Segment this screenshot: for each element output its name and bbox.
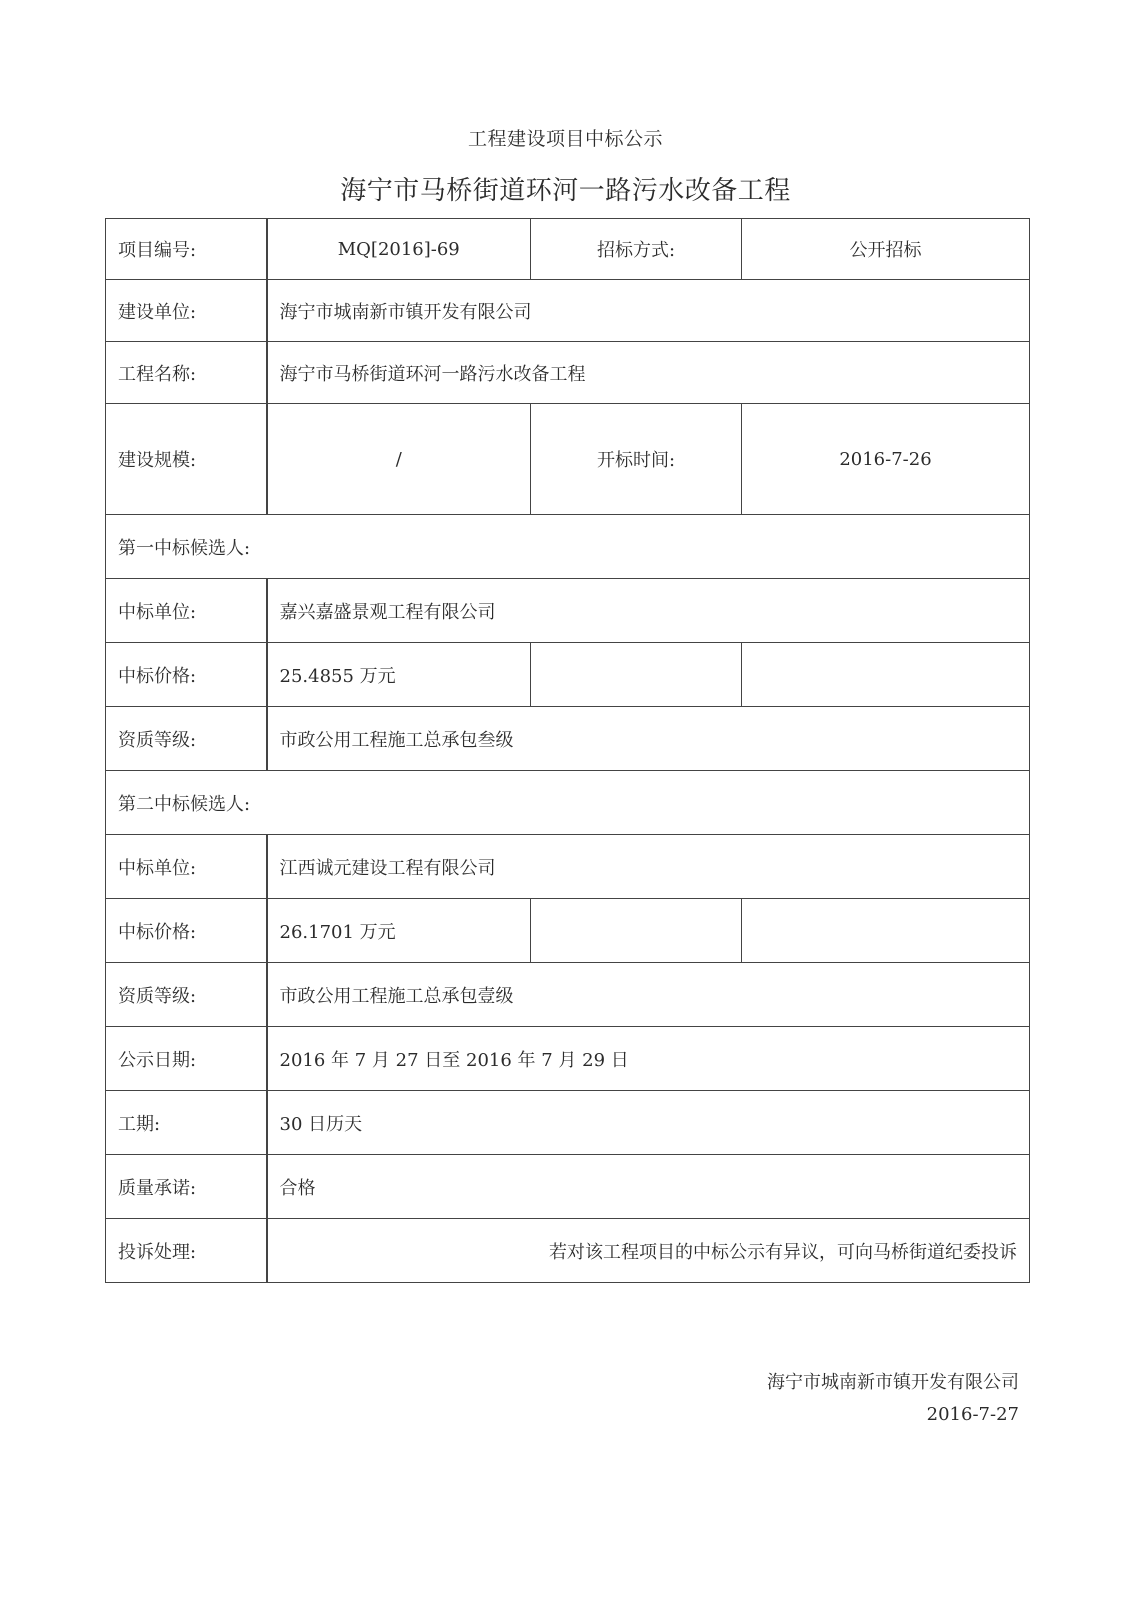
row-second-candidate-heading: [106, 771, 1030, 835]
open-time-label: 开标时间:: [531, 404, 742, 515]
notice-date-value: 2016 年 7 月 27 日至 2016 年 7 月 29 日: [267, 1027, 1030, 1091]
first-unit-value: 嘉兴嘉盛景观工程有限公司: [267, 579, 1030, 643]
row-first-grade: [106, 707, 1030, 771]
first-price-value: 25.4855 万元: [267, 643, 531, 707]
row-first-price: [106, 643, 1030, 707]
second-unit-label: 中标单位:: [106, 835, 267, 899]
project-title: 海宁市马桥街道环河一路污水改备工程: [340, 176, 791, 206]
row-complaint: [106, 1219, 1030, 1283]
first-price-empty-2: [742, 643, 1030, 707]
quality-value: 合格: [267, 1155, 1030, 1219]
row-scale: [106, 404, 1030, 515]
builder-label: 建设单位:: [106, 280, 267, 342]
second-price-empty-1: [531, 899, 742, 963]
row-duration: [106, 1091, 1030, 1155]
second-price-empty-2: [742, 899, 1030, 963]
complaint-value: 若对该工程项目的中标公示有异议，可向马桥街道纪委投诉: [267, 1219, 1030, 1283]
notice-heading: 工程建设项目中标公示: [467, 128, 663, 150]
second-unit-value: 江西诚元建设工程有限公司: [267, 835, 1030, 899]
open-time-value: 2016-7-26: [742, 404, 1030, 515]
project-name-label: 工程名称:: [106, 342, 267, 404]
row-second-unit: [106, 835, 1030, 899]
notice-date-label: 公示日期:: [106, 1027, 267, 1091]
bid-notice-table: [105, 218, 1030, 1283]
row-project-no: [106, 219, 1030, 280]
bid-method-label: 招标方式:: [531, 219, 742, 280]
first-price-label: 中标价格:: [106, 643, 267, 707]
project-no-label: 项目编号:: [106, 219, 267, 280]
builder-value: 海宁市城南新市镇开发有限公司: [267, 280, 1030, 342]
duration-label: 工期:: [106, 1091, 267, 1155]
bid-method-value: 公开招标: [742, 219, 1030, 280]
row-project-name: [106, 342, 1030, 404]
first-candidate-heading: 第一中标候选人:: [106, 515, 1030, 579]
issuer-company: 海宁市城南新市镇开发有限公司: [767, 1372, 1019, 1393]
duration-value: 30 日历天: [267, 1091, 1030, 1155]
row-first-unit: [106, 579, 1030, 643]
row-second-price: [106, 899, 1030, 963]
row-builder: [106, 280, 1030, 342]
row-notice-date: [106, 1027, 1030, 1091]
second-candidate-heading: 第二中标候选人:: [106, 771, 1030, 835]
project-no-value: MQ[2016]-69: [267, 219, 531, 280]
second-price-label: 中标价格:: [106, 899, 267, 963]
first-unit-label: 中标单位:: [106, 579, 267, 643]
scale-value: /: [267, 404, 531, 515]
issue-date: 2016-7-27: [926, 1404, 1019, 1425]
complaint-label: 投诉处理:: [106, 1219, 267, 1283]
project-name-value: 海宁市马桥街道环河一路污水改备工程: [267, 342, 1030, 404]
quality-label: 质量承诺:: [106, 1155, 267, 1219]
second-price-value: 26.1701 万元: [267, 899, 531, 963]
first-grade-value: 市政公用工程施工总承包叁级: [267, 707, 1030, 771]
row-first-candidate-heading: [106, 515, 1030, 579]
second-grade-value: 市政公用工程施工总承包壹级: [267, 963, 1030, 1027]
scale-label: 建设规模:: [106, 404, 267, 515]
row-second-grade: [106, 963, 1030, 1027]
first-grade-label: 资质等级:: [106, 707, 267, 771]
second-grade-label: 资质等级:: [106, 963, 267, 1027]
row-quality: [106, 1155, 1030, 1219]
first-price-empty-1: [531, 643, 742, 707]
